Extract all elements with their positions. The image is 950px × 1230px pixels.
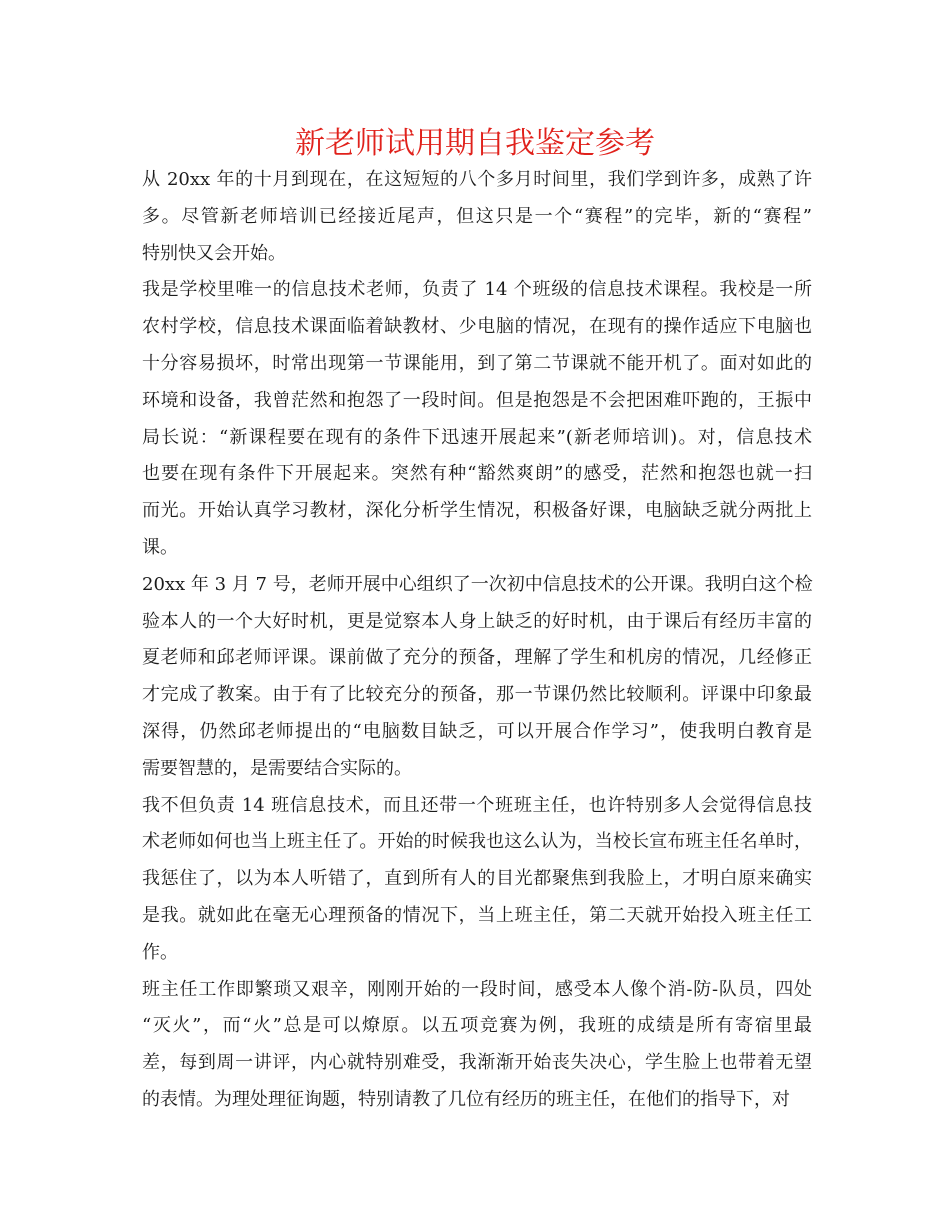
paragraph [142, 788, 812, 972]
text-line: 是我。就如此在毫无心理预备的情况下，当上班主任，第二天就开始投入班主任工 [142, 904, 812, 926]
paragraph [142, 162, 812, 272]
text-line: 班主任工作即繁琐又艰辛，刚刚开始的一段时间，感受本人像个消-防-队员，四处 [142, 978, 812, 1000]
text-line: 局长说：“新课程要在现有的条件下迅速开展起来”(新老师培训)。对，信息技术 [142, 426, 812, 448]
text-line: 深得，仍然邱老师提出的“电脑数目缺乏，可以开展合作学习”，使我明白教育是 [142, 720, 812, 742]
text-line: 验本人的一个大好时机，更是觉察本人身上缺乏的好时机，由于课后有经历丰富的 [142, 610, 812, 632]
text-line: 环境和设备，我曾茫然和抱怨了一段时间。但是抱怨是不会把困难吓跑的，王振中 [142, 389, 812, 411]
text-line: 差，每到周一讲评，内心就特别难受，我渐渐开始丧失决心，学生脸上也带着无望 [142, 1052, 812, 1074]
paragraph [142, 272, 812, 566]
text-line: 术老师如何也当上班主任了。开始的时候我也这么认为，当校长宣布班主任名单时， [142, 831, 812, 853]
text-line: 夏老师和邱老师评课。课前做了充分的预备，理解了学生和机房的情况，几经修正 [142, 647, 812, 669]
text-line: 作。 [142, 941, 178, 963]
text-line: 十分容易损坏，时常出现第一节课能用，到了第二节课就不能开机了。面对如此的 [142, 352, 812, 374]
text-line: 我不但负责 14 班信息技术，而且还带一个班班主任，也许特别多人会觉得信息技 [142, 794, 812, 816]
text-line: 而光。开始认真学习教材，深化分析学生情况，积极备好课，电脑缺乏就分两批上 [142, 500, 812, 522]
text-line: 需要智慧的，是需要结合实际的。 [142, 757, 412, 779]
paragraph [142, 567, 812, 788]
text-line: 特别快又会开始。 [142, 242, 286, 264]
text-line: 从 20xx 年的十月到现在，在这短短的八个多月时间里，我们学到许多，成熟了许 [142, 169, 812, 190]
text-line: 才完成了教案。由于有了比较充分的预备，那一节课仍然比较顺利。评课中印象最 [142, 684, 812, 706]
text-line: 的表情。为理处理征询题，特别请教了几位有经历的班主任，在他们的指导下，对 [142, 1088, 790, 1110]
text-line: 我惩住了，以为本人听错了，直到所有人的目光都聚焦到我脸上，才明白原来确实 [142, 868, 812, 890]
text-line: 我是学校里唯一的信息技术老师，负责了 14 个班级的信息技术课程。我校是一所 [142, 279, 812, 301]
text-line: 课。 [142, 536, 178, 558]
text-line: 农村学校，信息技术课面临着缺教材、少电脑的情况，在现有的操作适应下电脑也 [142, 316, 812, 338]
document-body [142, 162, 812, 1119]
document-title: 新老师试用期自我鉴定参考 [295, 126, 655, 161]
text-line: 多。尽管新老师培训已经接近尾声，但这只是一个“赛程”的完毕，新的“赛程” [142, 205, 812, 227]
paragraph [142, 972, 812, 1119]
text-line: “灭火”，而“火”总是可以燎原。以五项竞赛为例，我班的成绩是所有寄宿里最 [142, 1015, 812, 1037]
text-line: 20xx 年 3 月 7 号，老师开展中心组织了一次初中信息技术的公开课。我明白这个检 [142, 573, 813, 595]
text-line: 也要在现有条件下开展起来。突然有种“豁然爽朗”的感受，茫然和抱怨也就一扫 [142, 463, 812, 485]
